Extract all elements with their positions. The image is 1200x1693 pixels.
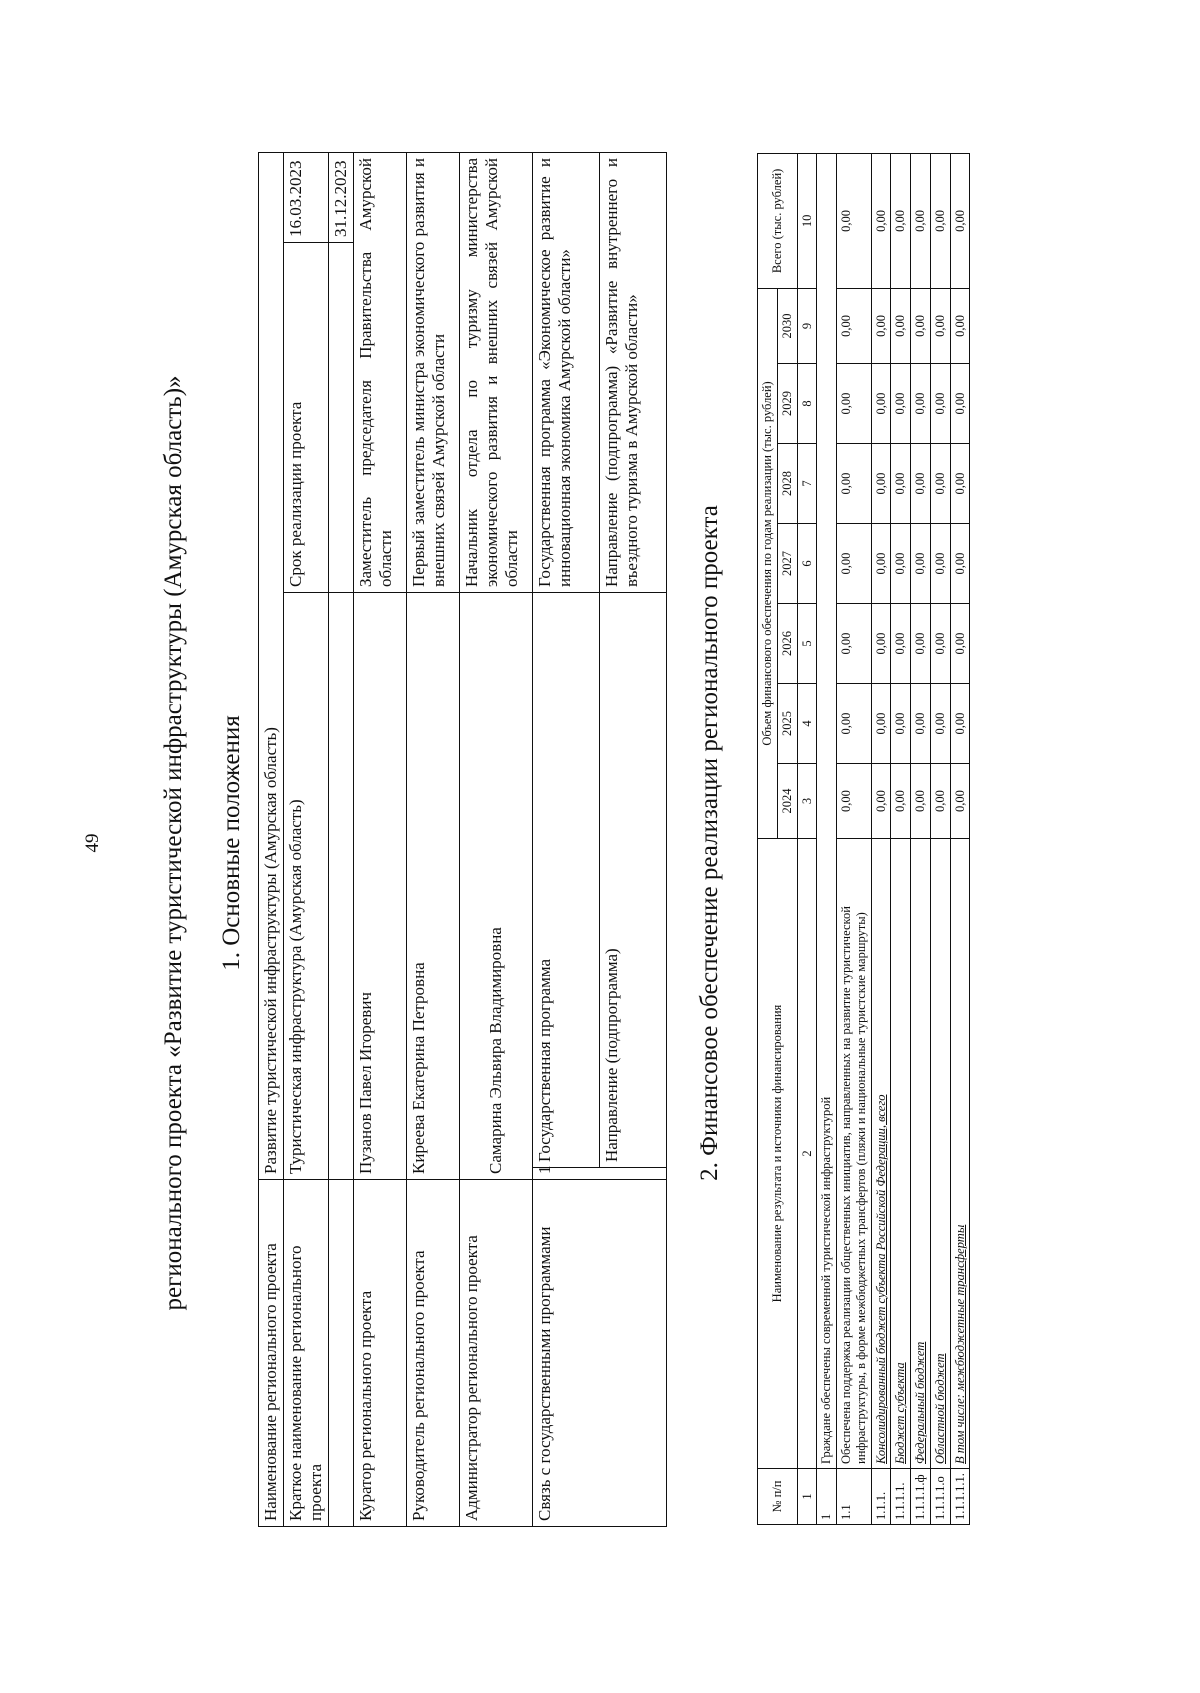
head-label: Руководитель регионального проекта (407, 1180, 460, 1527)
curator-label: Куратор регионального проекта (354, 1180, 407, 1527)
value-cell: 0,00 (891, 604, 911, 684)
main-provisions-table (258, 152, 667, 1527)
admin-label: Администратор регионального проекта (460, 1180, 533, 1527)
total-cell: 0,00 (871, 153, 891, 288)
value-cell: 0,00 (911, 444, 931, 524)
task-num: 1 (817, 1469, 837, 1525)
value-cell: 0,00 (837, 364, 872, 444)
value-cell: 0,00 (950, 288, 970, 363)
table-row (911, 153, 931, 1524)
value-cell: 0,00 (911, 764, 931, 839)
table-row (837, 153, 872, 1524)
direction-value: Направление (подпрограмма) «Развитие внутреннего и въездного туризма в Амурской области» (600, 152, 667, 592)
value-cell: 0,00 (871, 764, 891, 839)
value-cell: 0,00 (930, 288, 950, 363)
row-num: 1.1.1.1. (891, 1469, 911, 1525)
value-cell: 0,00 (911, 684, 931, 764)
row-num: 1.1.1.1.ф (911, 1469, 931, 1525)
table-row (950, 153, 970, 1524)
value-cell: 0,00 (837, 764, 872, 839)
col-number: 8 (797, 364, 817, 444)
table-row (284, 152, 329, 1526)
value-cell: 0,00 (950, 764, 970, 839)
direction-label: Направление (подпрограмма) (600, 593, 667, 1168)
table-row (891, 153, 911, 1524)
table-row (259, 152, 284, 1526)
year-header: 2025 (777, 684, 797, 764)
value-cell: 0,00 (950, 444, 970, 524)
value-cell: 0,00 (871, 524, 891, 604)
state-program-label: Государственная программа (533, 593, 600, 1168)
table-row (354, 152, 407, 1526)
col-header-total: Всего (тыс. рублей) (758, 153, 798, 288)
value-cell: 0,00 (871, 684, 891, 764)
value-cell: 0,00 (891, 684, 911, 764)
year-header: 2026 (777, 604, 797, 684)
row-name: Бюджет субъекта (891, 839, 911, 1469)
value-cell: 0,00 (871, 444, 891, 524)
value-cell: 0,00 (911, 604, 931, 684)
total-cell: 0,00 (930, 153, 950, 288)
programs-link-number: 1 (533, 1168, 667, 1180)
admin-name: Самарина Эльвира Владимировна (460, 593, 533, 1180)
year-header: 2028 (777, 444, 797, 524)
document-title: регионального проекта «Развитие туристической инфраструктуры (Амурская область)» (160, 375, 187, 1311)
year-header: 2027 (777, 524, 797, 604)
curator-position: Заместитель председателя Правительства Амурской области (354, 152, 407, 592)
value-cell: 0,00 (891, 524, 911, 604)
value-cell: 0,00 (891, 364, 911, 444)
column-numbers-row (797, 153, 817, 1524)
value-cell: 0,00 (930, 604, 950, 684)
row-name: Областной бюджет (930, 839, 950, 1469)
row-num: 1.1.1. (871, 1469, 891, 1525)
table-row (407, 152, 460, 1526)
value-cell: 0,00 (871, 288, 891, 363)
term-label: Срок реализации проекта (284, 243, 329, 593)
task-row (817, 153, 837, 1524)
table-row (533, 152, 600, 1526)
curator-name: Пузанов Павел Игоревич (354, 593, 407, 1180)
short-name-label: Краткое наименование регионального проекта (284, 1180, 329, 1527)
table-row (460, 152, 533, 1526)
short-name-value: Туристическая инфраструктура (Амурская область) (284, 593, 329, 1180)
head-name: Киреева Екатерина Петровна (407, 593, 460, 1180)
value-cell: 0,00 (930, 444, 950, 524)
value-cell: 0,00 (837, 604, 872, 684)
col-number: 6 (797, 524, 817, 604)
row-num: 1.1.1.1.1. (950, 1469, 970, 1525)
value-cell: 0,00 (837, 288, 872, 363)
row-num: 1.1.1.1.о (930, 1469, 950, 1525)
value-cell: 0,00 (950, 524, 970, 604)
value-cell: 0,00 (950, 364, 970, 444)
col-number: 1 (797, 1469, 817, 1525)
value-cell: 0,00 (930, 684, 950, 764)
programs-link-label: Связь с государственными программами (533, 1180, 667, 1527)
term-end-date: 31.12.2023 (329, 152, 354, 242)
total-cell: 0,00 (837, 153, 872, 288)
row-num: 1.1 (837, 1469, 872, 1525)
table-row (329, 152, 354, 1526)
total-cell: 0,00 (950, 153, 970, 288)
col-number: 10 (797, 153, 817, 288)
year-header: 2030 (777, 288, 797, 363)
year-header: 2024 (777, 764, 797, 839)
financing-table (757, 153, 970, 1525)
total-cell: 0,00 (911, 153, 931, 288)
value-cell: 0,00 (871, 364, 891, 444)
project-name-label: Наименование регионального проекта (259, 1180, 284, 1527)
value-cell: 0,00 (891, 288, 911, 363)
year-header: 2029 (777, 364, 797, 444)
value-cell: 0,00 (911, 288, 931, 363)
col-number: 3 (797, 764, 817, 839)
value-cell: 0,00 (950, 604, 970, 684)
section1-heading: 1. Основные положения (218, 715, 245, 971)
admin-position: Начальник отдела по туризму министерства экономического развития и внешних связей Амурской области (460, 152, 533, 592)
project-name-value: Развитие туристической инфраструктуры (Амурская область) (259, 152, 284, 1179)
row-name: В том числе: межбюджетные трансферты (950, 839, 970, 1469)
col-number: 7 (797, 444, 817, 524)
value-cell: 0,00 (950, 684, 970, 764)
row-name: Обеспечена поддержка реализации общественных инициатив, направленных на развитие туристической инфраструктуры, в форме межбюджетных трансфертов (пляжи и национальные туристские маршруты) (837, 839, 872, 1469)
row-name: Федеральный бюджет (911, 839, 931, 1469)
col-number: 5 (797, 604, 817, 684)
col-header-volume: Объем финансового обеспечения по годам реализации (тыс. рублей) (758, 288, 778, 838)
table-row (930, 153, 950, 1524)
table-row (871, 153, 891, 1524)
value-cell: 0,00 (891, 444, 911, 524)
col-number: 9 (797, 288, 817, 363)
row-name: Консолидированный бюджет субъекта Российской Федерации, всего (871, 839, 891, 1469)
col-header-num: № п/п (758, 1469, 798, 1525)
head-position: Первый заместитель министра экономического развития и внешних связей Амурской области (407, 152, 460, 592)
task-name: Граждане обеспечены современной туристической инфраструктурой (817, 153, 837, 1468)
term-start-date: 16.03.2023 (284, 152, 329, 242)
header-row (758, 153, 778, 1524)
value-cell: 0,00 (911, 364, 931, 444)
value-cell: 0,00 (930, 764, 950, 839)
value-cell: 0,00 (837, 444, 872, 524)
section2-heading: 2. Финансовое обеспечение реализации регионального проекта (696, 505, 723, 1181)
col-number: 4 (797, 684, 817, 764)
value-cell: 0,00 (930, 524, 950, 604)
value-cell: 0,00 (891, 764, 911, 839)
total-cell: 0,00 (891, 153, 911, 288)
col-header-name: Наименование результата и источники финансирования (758, 839, 798, 1469)
page-number: 49 (82, 833, 103, 853)
col-number: 2 (797, 839, 817, 1469)
state-program-value: Государственная программа «Экономическое развитие и инновационная экономика Амурской области» (533, 152, 600, 592)
value-cell: 0,00 (837, 524, 872, 604)
value-cell: 0,00 (837, 684, 872, 764)
value-cell: 0,00 (871, 604, 891, 684)
value-cell: 0,00 (911, 524, 931, 604)
value-cell: 0,00 (930, 364, 950, 444)
